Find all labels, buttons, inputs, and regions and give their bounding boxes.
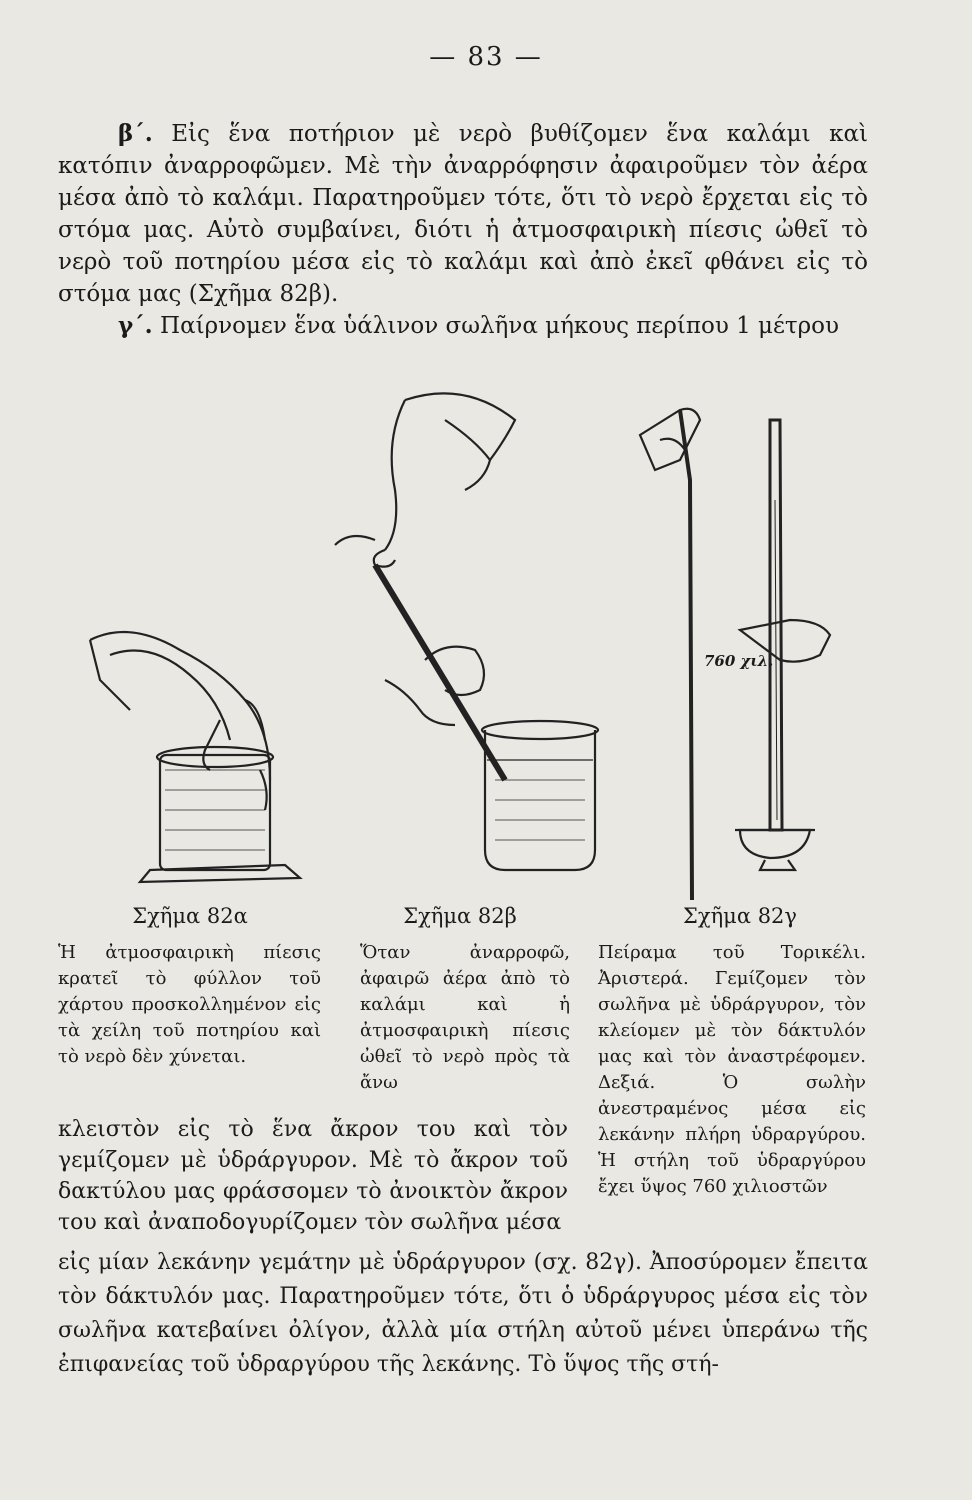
figure-82b-illustration xyxy=(315,380,615,880)
continuation-wrapped-text xyxy=(58,1114,568,1238)
paragraph-b-marker: β΄. xyxy=(118,120,153,147)
figure-82c-caption: Πείραμα τοῦ Τορικέλι. Ἀριστερά. Γεμίζομεν τὸν σωλῆνα μὲ ὑδράργυρον, τὸν κλείομεν μὲ τὸν δάκτυλόν μας καὶ τὸν ἀναστρέφομεν. Δεξιά. Ὁ σωλὴν ἀνεστραμένος μέσα εἰς λεκάνην πλήρη ὑδραργύρου. Ἡ στήλη τοῦ ὑδραργύρου ἔχει ὕψος 760 χιλιοστῶν xyxy=(598,942,866,1197)
intro-text xyxy=(58,118,868,342)
figure-82b-title: Σχῆμα 82β xyxy=(403,904,517,928)
paragraph-c-marker: γ΄. xyxy=(118,312,153,339)
figure-82b-caption: Ὅταν ἀναρροφῶ, ἀφαιρῶ ἀέρα ἀπὸ τὸ καλάμι καὶ ἡ ἀτμοσφαιρικὴ πίεσις ὠθεῖ τὸ νερὸ πρὸς τὰ ἄνω xyxy=(360,942,570,1093)
figure-82a-title: Σχῆμα 82α xyxy=(132,904,248,928)
paragraph-c xyxy=(58,310,868,342)
page-number: — 83 — xyxy=(429,42,543,72)
paragraph-b xyxy=(58,118,868,310)
figure-82c-title: Σχῆμα 82γ xyxy=(683,904,797,928)
figure-82a-illustration xyxy=(70,620,320,890)
continuation-full-text xyxy=(58,1246,868,1382)
figure-82a-caption: Ἡ ἀτμοσφαιρικὴ πίεσις κρατεῖ τὸ φύλλον τοῦ χάρτου προσκολλημένον εἰς τὰ χείλη τοῦ ποτηρίου καὶ τὸ νερὸ δὲν χύνεται. xyxy=(58,942,321,1067)
continuation-wrapped-paragraph: κλειστὸν εἰς τὸ ἕνα ἄκρον του καὶ τὸν γεμίζομεν μὲ ὑδράργυρον. Μὲ τὸ ἄκρον τοῦ δακτύλου μας φράσσομεν τὸ ἀνοικτὸν ἄκρον του καὶ ἀναποδογυρίζομεν τὸν σωλῆνα μέσα xyxy=(58,1117,568,1235)
tube-height-label: 760 χιλ. xyxy=(704,652,774,670)
continuation-full-paragraph: εἰς μίαν λεκάνην γεμάτην μὲ ὑδράργυρον (σχ. 82γ). Ἀποσύρομεν ἔπειτα τὸν δάκτυλόν μας. Παρατηροῦμεν τότε, ὅτι ὁ ὑδράργυρος μέσα εἰς τὸν σωλῆνα κατεβαίνει ὀλίγον, ἀλλὰ μία στήλη αὐτοῦ μένει ὑπεράνω τῆς ἐπιφανείας τοῦ ὑδραργύρου τῆς λεκάνης. Τὸ ὕψος τῆς στή- xyxy=(58,1250,868,1377)
figures-area xyxy=(60,380,880,900)
paragraph-c-text: Παίρνομεν ἕνα ὑάλινον σωλῆνα μήκους περίπου 1 μέτρου xyxy=(160,313,839,339)
paragraph-b-text: Εἰς ἕνα ποτήριον μὲ νερὸ βυθίζομεν ἕνα καλάμι καὶ κατόπιν ἀναρροφῶμεν. Μὲ τὴν ἀναρρόφησιν ἀφαιροῦμεν τὸν ἀέρα μέσα ἀπὸ τὸ καλάμι. Παρατηροῦμεν τότε, ὅτι τὸ νερὸ ἔρχεται εἰς τὸ στόμα μας. Αὐτὸ συμβαίνει, διότι ἡ ἀτμοσφαιρικὴ πίεσις ὠθεῖ τὸ νερὸ τοῦ ποτηρίου μέσα εἰς τὸ καλάμι καὶ ἀπὸ ἐκεῖ φθάνει εἰς τὸ στόμα μας (Σχῆμα 82β). xyxy=(58,121,868,307)
figure-82c-illustration xyxy=(620,380,870,900)
